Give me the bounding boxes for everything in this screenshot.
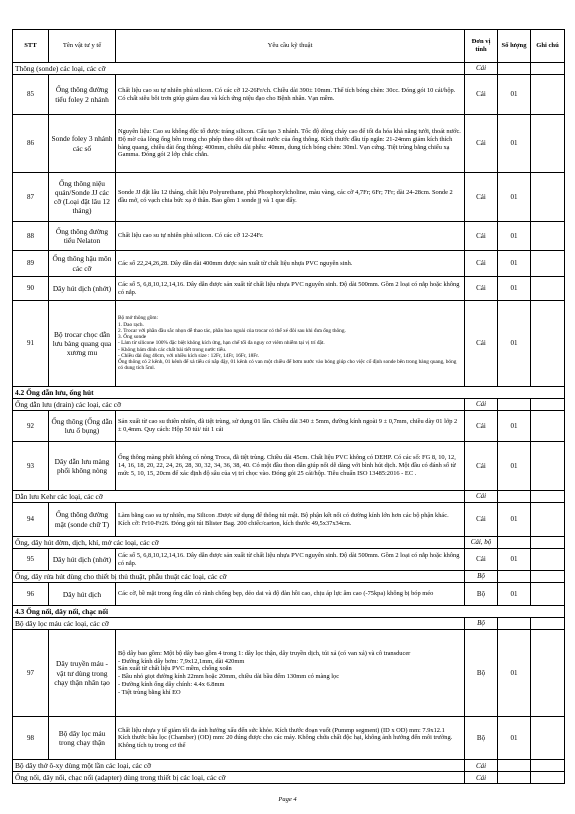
row-stt: 90 [13,277,49,301]
row-stt: 95 [13,549,49,571]
row-note [531,277,565,301]
section-title: 4.3 Ống nối, dây nối, chạc nối [13,606,565,618]
group-title: Ống nối, dây nối, chạc nối (adapter) dùng trong thiết bị các loại, các cỡ [13,772,465,784]
row-name: Dây dẫn lưu màng phổi không nòng [49,442,116,491]
row-qty: 01 [498,630,531,717]
row-unit: Bộ [465,583,498,606]
row-note [531,549,565,571]
row-stt: 85 [13,75,49,115]
row-stt: 88 [13,222,49,251]
group-title: Ống dẫn lưu (drain) các loại, các cỡ [13,399,465,411]
header-qty: Số lượng [498,30,531,63]
group-title: Thông (sonde) các loại, các cỡ [13,63,465,75]
row-stt: 98 [13,717,49,760]
group-row [13,491,565,503]
row-spec: Các cỡ, bề mặt trong ống dẫn có rãnh chống bẹp, dẻo dai và độ đàn hồi cao, chịu áp lực âm cao (-75kpa) không bị bóp méo [116,583,465,606]
row-note [531,411,565,442]
row-stt: 86 [13,115,49,173]
row-stt: 96 [13,583,49,606]
group-unit: Cái [465,760,498,772]
row-spec: Nguyên liệu: Cao su không độc tố được tráng silicon. Cấu tạo 3 nhánh. Tốc độ dòng chảy cao để tối đa hóa khả năng tưới, thoát nước. Độ mờ của lòng ống bên trong cho phép theo dõi sự thoát nước của ống thông. Kích thước đầu típ ngắn: 21-24mm giảm kích thích bàng quang, chiều dài ống thông: 400mm, chiều dài phễu: 40mm, dung tích bóng chèn: 30ml. Vạn cứng. Tiệt trùng bằng chiếu xạ Gamma. Đóng gói 2 lớp chắc chắn. [116,115,465,173]
row-stt: 93 [13,442,49,491]
group-row [13,399,565,411]
group-title: Bộ dây lọc máu các loại, các cỡ [13,618,465,630]
row-name: Ống thông đường tiểu Nelaton [49,222,116,251]
row-note [531,583,565,606]
row-qty: 01 [498,442,531,491]
spec-line: Sản xuất từ chất liệu PVC mềm, chống xoắn [118,665,232,673]
table-row [13,251,565,277]
row-qty: 01 [498,277,531,301]
row-name: Dây hút dịch (nhớt) [49,277,116,301]
row-spec [116,301,465,387]
row-stt: 92 [13,411,49,442]
group-unit: Cái, bộ [465,537,498,549]
row-name: Ống thông hậu môn các cỡ [49,251,116,277]
table-row [13,173,565,222]
row-unit: Cái [465,411,498,442]
row-qty: 01 [498,503,531,537]
header-unit: Đơn vị tính [465,30,498,63]
supply-table [12,29,565,784]
table-row [13,222,565,251]
spec-line: - Bầu nhỏ giọt đường kính 22mm hoặc 20mm, chiều dài bầu đếm 130mm có màng lọc [118,673,340,681]
table-header-row [13,30,565,63]
row-spec: Sản xuất từ cao su thiên nhiên, đã tiệt trùng, sử dụng 01 lần. Chiều dài 340 ± 5mm, đường kính ngoài 9 ± 0,7mm, chiều dày 01 lớp 2 ± 0,4mm. Quy cách: Hộp 50 túi/ túi 1 cái [116,411,465,442]
header-note: Ghi chú [531,30,565,63]
group-row [13,571,565,583]
group-title: Ống, dây hút đờm, dịch, khí, mở các loại, các cỡ [13,537,465,549]
spec-line: 1. Dao rạch. [118,321,144,328]
row-note [531,630,565,717]
row-qty: 01 [498,251,531,277]
group-unit: Bộ [465,571,498,583]
group-row [13,618,565,630]
row-name: Bộ dây lọc máu trong chạy thận [49,717,116,760]
group-unit: Bộ [465,618,498,630]
group-title: Bộ dây thở ô-xy dùng một lần các loại, các cỡ [13,760,465,772]
row-unit: Cái [465,503,498,537]
table-row [13,301,565,387]
row-qty: 01 [498,75,531,115]
row-spec: Làm bằng cao su tự nhiên, mạ Silicon .Được sử dụng để thông túi mật. Bộ phận kết nối có đường kính lớn hơn các bộ phận khác. Kích cỡ: Fr10-Fr26. Đóng gói túi Blister Bag. 200 chiếc/carton, kích thước 49,5x37x34cm. [116,503,465,537]
spec-line: Bộ dây bao gồm: Một bộ dây bao gồm 4 trong 1: dây lọc thận, dây truyền dịch, túi xả (có van xả) và cô transducer [118,649,411,657]
group-row [13,63,565,75]
row-spec [116,717,465,760]
header-stt: STT [13,30,49,63]
row-qty: 01 [498,411,531,442]
row-spec [116,630,465,717]
section-row [13,387,565,399]
row-unit: Cái [465,277,498,301]
row-note [531,251,565,277]
row-note [531,503,565,537]
table-row [13,630,565,717]
group-title: Ống, dây rửa hút dùng cho thiết bị thủ thuật, phẫu thuật các loại, các cỡ [13,571,465,583]
row-stt: 97 [13,630,49,717]
row-note [531,222,565,251]
group-row [13,760,565,772]
row-stt: 94 [13,503,49,537]
spec-line: - Chiều dài ống 40cm, với nhiều kích size : 12Fr, 14Fr, 16Fr, 18Fr. [118,352,260,359]
row-spec: Các số 22,24,26,28. Dây dẫn dài 400mm được sản xuất từ chất liệu nhựa PVC nguyên sinh. [116,251,465,277]
row-name: Sonde foley 3 nhánh các số [49,115,116,173]
table-row [13,717,565,760]
row-unit: Cái [465,222,498,251]
row-spec: Ống thông màng phổi không có nòng Troca, đã tiệt trùng. Chiều dài 45cm. Chất liệu PVC không có DEHP. Có các số: FG 8, 10, 12, 14, 16, 18, 20, 22, 24, 26, 28, 30, 32, 34, 36, 38, 40. Có một đầu thon dẫn giúp nối dễ dàng với bình hút dịch. Một đầu có đánh số từ mức 5, 10, 15, 20cm để xác định độ sâu của vị trí chọc vào. Đóng gói 25 cái/hộp. Tiêu chuẩn ISO 13485:2016 - EC . [116,442,465,491]
page-number: Page 4 [278,796,297,803]
spec-line: 2. Trocar với phần đầu sắc nhọn dễ thao tác, phần bao ngoài của trocar có thể xé đôi sau khi đưa ống thông. [118,327,346,334]
row-spec: Chất liệu cao su tự nhiên phủ silicon. Có các cỡ 12-26Fr/ch. Chiều dài 390± 10mm. Thể tích bóng chèn: 30cc. Đóng gói 10 cái/hộp. Có chất siêu bôi trơn giúp giảm đau và kích ứng niệu đạo cho Bệnh nhân. Vạn mềm. [116,75,465,115]
row-unit: Cái [465,115,498,173]
row-qty: 01 [498,583,531,606]
table-row [13,503,565,537]
row-unit: Cái [465,549,498,571]
spec-line: 3. Ống sonde [118,334,147,341]
spec-line: - Tiệt trùng bằng khí EO [118,688,181,696]
table-row [13,75,565,115]
row-name: Ống thông niệu quản/Sonde JJ các cỡ (Loại đặt lâu 12 tháng) [49,173,116,222]
row-qty: 01 [498,115,531,173]
row-note [531,75,565,115]
group-row [13,537,565,549]
row-stt: 87 [13,173,49,222]
group-unit: Cái [465,491,498,503]
section-title: 4.2 Ống dẫn lưu, ống hút [13,387,565,399]
row-name: Bộ trocar chọc dẫn lưu bàng quang qua xương mu [49,301,116,387]
table-row [13,583,565,606]
spec-line: - Làm từ silicone 100% đặc biệt không kích ứng, hạn chế tối đa nguy cơ viêm nhiễm tại vị trí đặt. [118,340,325,347]
group-unit: Cái [465,63,498,75]
row-unit: Cái [465,75,498,115]
group-unit: Cái [465,772,498,784]
table-row [13,549,565,571]
row-qty: 01 [498,222,531,251]
spec-line: Kích thước bầu lọc (Chamber) (OD) mm: 20 đúng được cho các máy. Không chứa chất độc hại, không ảnh hưởng đến môi trường. Không tích tụ trong cơ thể [118,734,453,750]
row-name: Ống thông đường tiểu foley 2 nhánh [49,75,116,115]
table-row [13,411,565,442]
row-note [531,717,565,760]
row-spec: Chất liệu cao su tự nhiên phủ silicon. Có các cỡ 12-24Fr. [116,222,465,251]
spec-line: Bộ mở thông gồm: [118,315,159,322]
row-note [531,115,565,173]
group-title: Dẫn lưu Kehr các loại, các cỡ [13,491,465,503]
row-note [531,173,565,222]
row-unit: Cái [465,173,498,222]
row-unit: Bộ [465,630,498,717]
spec-line: - Không bám dính các chất bài tiết trong nước tiểu. [118,346,227,353]
row-stt: 91 [13,301,49,387]
header-name: Tên vật tư y tế [49,30,116,63]
row-stt: 89 [13,251,49,277]
row-unit: Cái [465,442,498,491]
row-qty: 01 [498,301,531,387]
spec-line: Ống thông có 2 kênh, 01 kênh để xả tiểu có nắp đậy, 01 kênh có van một chiều để bơm nước vào bóng giúp cho việc cố định sonde bên trong bàng quang, bóng có dung tích 5ml. [118,359,457,372]
row-qty: 01 [498,717,531,760]
spec-line: - Đường kính dây bơm: 7,9x12,1mm, dài 420mm [118,657,245,665]
spec-line: Chất liệu nhựa y tế giảm tối đa ảnh hưởng xấu đến sức khỏe. Kích thước đoạn vuốt (Pummp segment) (ID x OD) mm: 7.9x12.1 [118,726,445,734]
row-qty: 01 [498,549,531,571]
row-qty: 01 [498,173,531,222]
group-row [13,772,565,784]
row-note [531,442,565,491]
row-name: Dây hút dịch [49,583,116,606]
section-row [13,606,565,618]
row-name: Dây truyền máu - vật tư dùng trong chạy thận nhân tạo [49,630,116,717]
spec-line: - Đường kính ống dây chính: 4.4x 6.8mm [118,681,225,689]
row-spec: Các số 5, 6,8,10,12,14,16. Dây dẫn được sản xuất từ chất liệu nhựa PVC nguyên sinh. Độ dài 500mm. Gồm 2 loại có nắp hoặc không có nắp. [116,549,465,571]
row-unit: Cái [465,251,498,277]
row-note [531,301,565,387]
row-spec: Sonde JJ đặt lâu 12 tháng, chất liệu Polyurethane, phủ Phosphorylcholine, màu vàng, các cỡ 4,7Fr; 6Fr; 7Fr; dài 24-28cm. Sonde 2 đầu mở, có vạch chia bức xạ ở thân. Bao gồm 1 sonde jj và 1 que đẩy. [116,173,465,222]
row-name: Ống thông đường mật (sonde chữ T) [49,503,116,537]
row-spec: Các số 5, 6,8,10,12,14,16. Dây dẫn được sản xuất từ chất liệu nhựa PVC nguyên sinh. Độ dài 500mm. Gồm 2 loại có nắp hoặc không có nắp. [116,277,465,301]
row-unit: Bộ [465,717,498,760]
row-name: Dây hút dịch (nhớt) [49,549,116,571]
table-row [13,115,565,173]
table-row [13,442,565,491]
group-unit: Cái [465,399,498,411]
row-name: Ống thông (Ống dẫn lưu ổ bụng) [49,411,116,442]
header-spec: Yêu cầu kỹ thuật [116,30,465,63]
table-row [13,277,565,301]
row-unit: Cái [465,301,498,387]
